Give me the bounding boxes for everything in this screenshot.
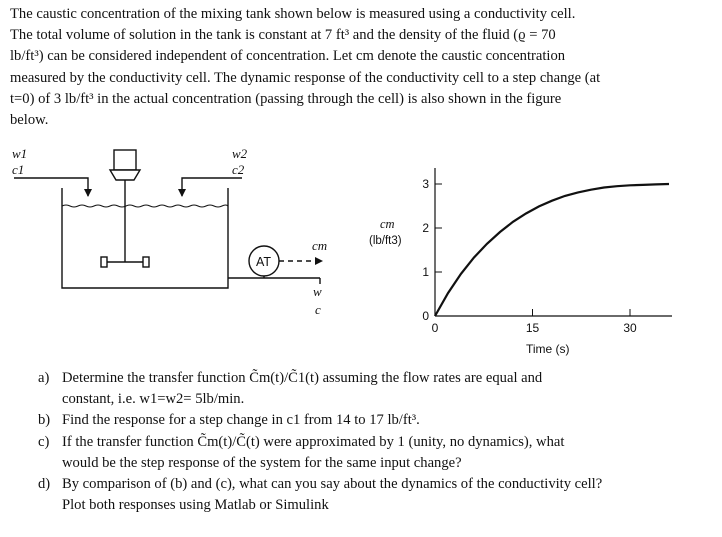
- intro-line: t=0) of 3 lb/ft³ in the actual concentration (passing through the cell) is also shown in the figure: [10, 90, 562, 107]
- y-axis-label-line1: cm: [380, 217, 395, 231]
- question-letter: c): [38, 433, 50, 450]
- y-tick-label: 3: [422, 177, 429, 191]
- question-line: Plot both responses using Matlab or Simulink: [62, 497, 329, 514]
- question-d: [38, 474, 718, 516]
- question-letter: b): [38, 412, 51, 429]
- outlet-conc-label: c: [315, 302, 321, 317]
- x-tick-label: 15: [525, 321, 540, 335]
- measured-label: cm: [312, 238, 328, 253]
- inlet2-conc-label: c2: [232, 162, 245, 177]
- intro-line: lb/ft³) can be considered independent of concentration. Let cm denote the caustic concentration: [10, 48, 566, 65]
- x-tick-label: 0: [431, 321, 439, 335]
- intro-line: The caustic concentration of the mixing tank shown below is measured using a conductivity cell.: [10, 6, 576, 22]
- question-letter: a): [38, 370, 50, 386]
- question-b: [38, 410, 718, 431]
- intro-line: below.: [10, 112, 49, 129]
- y-tick-label: 2: [422, 221, 429, 235]
- inlet2-flow-label: w2: [232, 146, 248, 161]
- question-list: [38, 368, 718, 516]
- question-line: would be the step response of the system for the same input change?: [62, 454, 462, 471]
- inlet1-conc-label: c1: [12, 162, 25, 177]
- question-letter: d): [38, 476, 51, 493]
- question-line: constant, i.e. w1=w2= 5lb/min.: [62, 391, 245, 408]
- x-axis-label: Time (s): [526, 342, 570, 356]
- question-line: Find the response for a step change in c1 from 14 to 17 lb/ft³.: [62, 412, 420, 429]
- question-a: [38, 368, 718, 410]
- outlet-flow-label: w: [313, 284, 322, 299]
- question-line: Determine the transfer function C̃m(t)/C̃1(t) assuming the flow rates are equal and: [62, 370, 543, 386]
- x-tick-label: 30: [623, 321, 637, 335]
- y-tick-label: 0: [422, 309, 429, 323]
- y-axis-label-line2: (lb/ft3): [369, 235, 402, 247]
- question-line: If the transfer function C̃m(t)/C̃(t) were approximated by 1 (unity, no dynamics), what: [62, 433, 565, 450]
- question-c: [38, 432, 718, 474]
- y-tick-label: 1: [422, 265, 429, 279]
- inlet1-flow-label: w1: [12, 146, 28, 161]
- response-curve: [435, 184, 669, 316]
- analyzer-label: AT: [256, 255, 272, 269]
- intro-line: The total volume of solution in the tank is constant at 7 ft³ and the density of the fluid (ϱ = 70: [10, 27, 556, 44]
- question-line: By comparison of (b) and (c), what can you say about the dynamics of the conductivity cell?: [62, 476, 603, 493]
- intro-line: measured by the conductivity cell. The dynamic response of the conductivity cell to a step change (at: [10, 69, 601, 86]
